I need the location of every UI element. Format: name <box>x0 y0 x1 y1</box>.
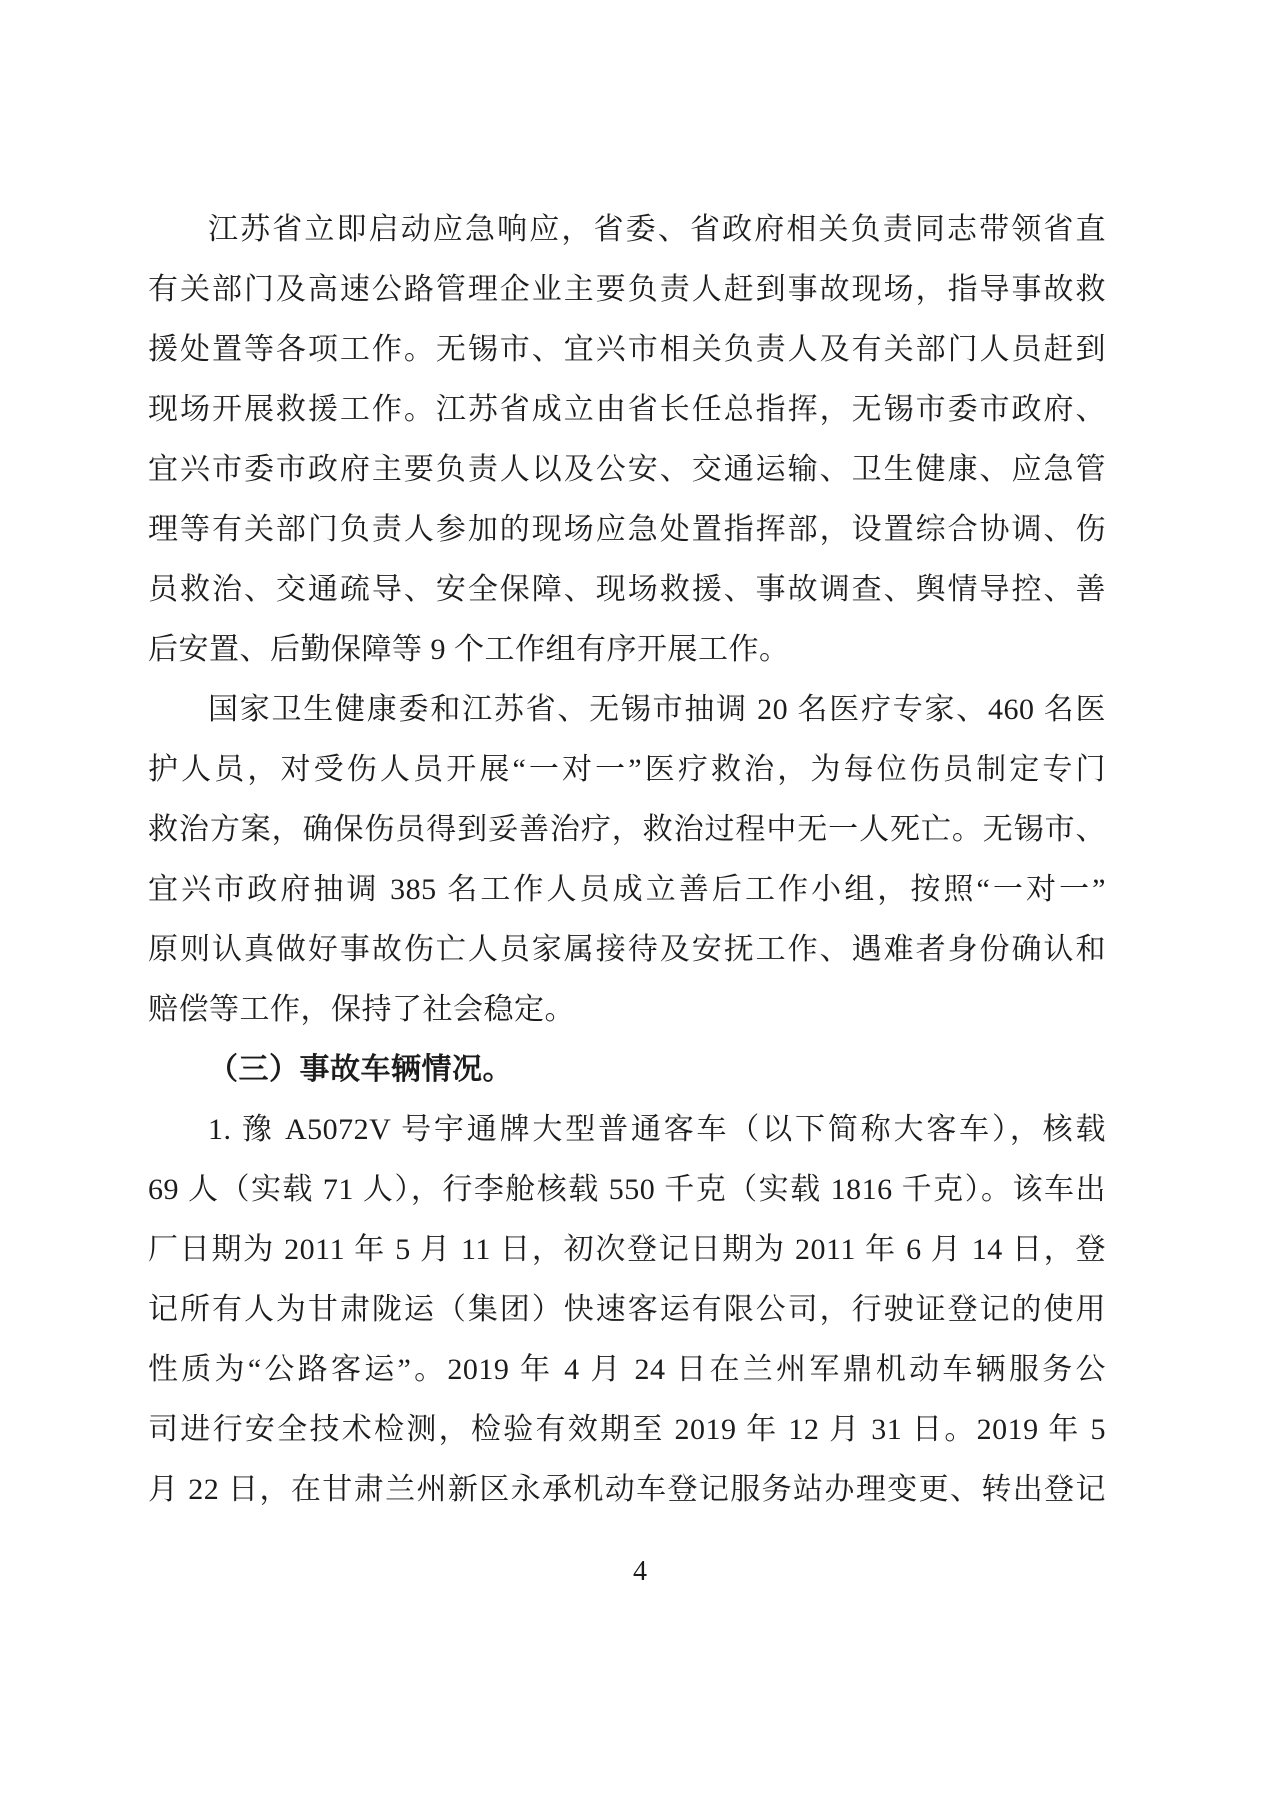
text-line: 月 22 日，在甘肃兰州新区永承机动车登记服务站办理变更、转出登记 <box>148 1473 1106 1506</box>
text-line: 69 人（实载 71 人），行李舱核载 550 千克（实载 1816 千克）。该车出 <box>148 1173 1106 1206</box>
text-line: 国家卫生健康委和江苏省、无锡市抽调 20 名医疗专家、460 名医 <box>208 693 1106 726</box>
text-line: 后安置、后勤保障等 9 个工作组有序开展工作。 <box>148 633 790 666</box>
text-line: 赔偿等工作，保持了社会稳定。 <box>148 993 575 1026</box>
text-line: 记所有人为甘肃陇运（集团）快速客运有限公司，行驶证登记的使用 <box>148 1293 1106 1326</box>
text-line: 现场开展救援工作。江苏省成立由省长任总指挥，无锡市委市政府、 <box>148 393 1106 426</box>
text-line: 员救治、交通疏导、安全保障、现场救援、事故调查、舆情导控、善 <box>148 573 1106 606</box>
text-line: 原则认真做好事故伤亡人员家属接待及安抚工作、遇难者身份确认和 <box>148 933 1106 966</box>
text-line: 性质为“公路客运”。2019 年 4 月 24 日在兰州军鼎机动车辆服务公 <box>148 1353 1106 1386</box>
page-footer <box>0 1556 1280 1588</box>
text-line: 救治方案，确保伤员得到妥善治疗，救治过程中无一人死亡。无锡市、 <box>148 813 1106 846</box>
text-line: 宜兴市政府抽调 385 名工作人员成立善后工作小组，按照“一对一” <box>148 873 1106 906</box>
text-line: 江苏省立即启动应急响应，省委、省政府相关负责同志带领省直 <box>208 213 1106 246</box>
document-body <box>148 200 1106 1520</box>
text-line: 护人员，对受伤人员开展“一对一”医疗救治，为每位伤员制定专门 <box>148 753 1106 786</box>
text-line: 司进行安全技术检测，检验有效期至 2019 年 12 月 31 日。2019 年 5 <box>148 1413 1106 1446</box>
text-line: （三）事故车辆情况。 <box>208 1053 513 1086</box>
text-line: 厂日期为 2011 年 5 月 11 日，初次登记日期为 2011 年 6 月 14 日，登 <box>148 1233 1106 1266</box>
page-number: 4 <box>633 1556 647 1587</box>
text-line: 理等有关部门负责人参加的现场应急处置指挥部，设置综合协调、伤 <box>148 513 1106 546</box>
text-line: 有关部门及高速公路管理企业主要负责人赶到事故现场，指导事故救 <box>148 273 1106 306</box>
text-line: 1. 豫 A5072V 号宇通牌大型普通客车（以下简称大客车），核载 <box>208 1113 1106 1146</box>
text-line: 援处置等各项工作。无锡市、宜兴市相关负责人及有关部门人员赶到 <box>148 333 1106 366</box>
text-line: 宜兴市委市政府主要负责人以及公安、交通运输、卫生健康、应急管 <box>148 453 1106 486</box>
